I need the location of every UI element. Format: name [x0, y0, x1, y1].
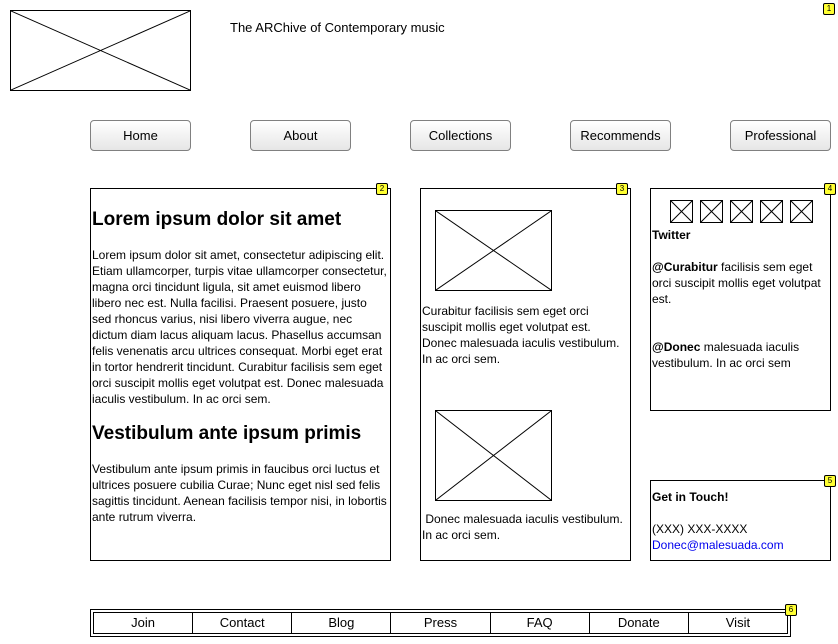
- tweet-handle[interactable]: @Curabitur: [652, 260, 718, 274]
- footer-contact-link[interactable]: Contact: [192, 613, 291, 633]
- footer-donate-link[interactable]: Donate: [589, 613, 688, 633]
- footer-visit-link[interactable]: Visit: [688, 613, 787, 633]
- contact-title: Get in Touch!: [652, 490, 729, 504]
- social-icon-2[interactable]: [700, 200, 723, 223]
- media-caption-1: Curabitur facilisis sem eget orci suscipit mollis eget volutpat est. Donec malesuada iaculis vestibulum. In ac orci sem.: [422, 304, 620, 366]
- tweet-handle[interactable]: @Donec: [652, 340, 701, 354]
- media-panel: [420, 184, 631, 561]
- tweet-1: [652, 259, 828, 307]
- social-icon-1[interactable]: [670, 200, 693, 223]
- nav-about-button[interactable]: About: [250, 120, 351, 151]
- main-heading: Lorem ipsum dolor sit amet: [92, 209, 342, 230]
- annotation-badge-6: 6: [785, 604, 797, 616]
- contact-panel: [650, 476, 833, 561]
- tweet-2: [652, 339, 828, 371]
- site-title: The ARChive of Contemporary music: [230, 20, 445, 35]
- tweet-text: facilisis sem eget orci suscipit mollis eget volutpat est.: [652, 260, 821, 306]
- annotation-badge-3: 3: [616, 183, 628, 195]
- annotation-badge-1: 1: [823, 3, 835, 15]
- footer-bar: [90, 609, 791, 637]
- image-placeholder-1: [435, 210, 552, 291]
- image-placeholder-2: [435, 410, 552, 501]
- logo-placeholder: [10, 10, 191, 91]
- footer-join-link[interactable]: Join: [131, 615, 155, 630]
- main-paragraph: Lorem ipsum dolor sit amet, consectetur adipiscing elit. Etiam ullamcorper, turpis vitae ullamcorper consectetur, magna orci tincidunt ligula, sit amet euismod libero libero nec est. Nulla facilisi. Praesent posuere, justo sed rhoncus varius, nisi libero viverra augue, nec dictum diam lacus aliquam lacus. Phasellus accumsan felis venenatis arcu ultrices consequat. Morbi eget erat in tortor hendrerit tincidunt. Curabitur facilisis sem eget orci suscipit mollis eget volutpat est. Donec malesuada iaculis vestibulum. In ac orci sem.: [92, 248, 387, 406]
- media-caption-2: Donec malesuada iaculis vestibulum. In ac orci sem.: [422, 512, 627, 542]
- secondary-paragraph: Vestibulum ante ipsum primis in faucibus orci luctus et ultrices posuere cubilia Curae; Nunc eget nisl sed felis sagittis tincidunt. Aenean facilisis tempor nisi, in lobortis ante rutrum viverra.: [92, 462, 387, 524]
- footer-blog-link[interactable]: Blog: [291, 613, 390, 633]
- nav-home-button[interactable]: Home: [90, 120, 191, 151]
- social-icon-5[interactable]: [790, 200, 813, 223]
- footer-faq-link[interactable]: FAQ: [490, 613, 589, 633]
- footer-press-link[interactable]: Press: [390, 613, 489, 633]
- nav-collections-button[interactable]: Collections: [410, 120, 511, 151]
- social-icon-4[interactable]: [760, 200, 783, 223]
- annotation-badge-5: 5: [824, 475, 836, 487]
- nav-recommends-button[interactable]: Recommends: [570, 120, 671, 151]
- secondary-heading: Vestibulum ante ipsum primis: [92, 423, 362, 444]
- social-icon-3[interactable]: [730, 200, 753, 223]
- main-content-panel: [90, 184, 391, 561]
- annotation-badge-4: 4: [824, 183, 836, 195]
- tweet-text: malesuada iaculis vestibulum. In ac orci sem: [652, 340, 800, 370]
- contact-email-link[interactable]: Donec@malesuada.com: [652, 538, 784, 552]
- contact-phone: (XXX) XXX-XXXX: [652, 522, 748, 536]
- nav-professional-button[interactable]: Professional: [730, 120, 831, 151]
- annotation-badge-2: 2: [376, 183, 388, 195]
- twitter-title: Twitter: [652, 228, 691, 242]
